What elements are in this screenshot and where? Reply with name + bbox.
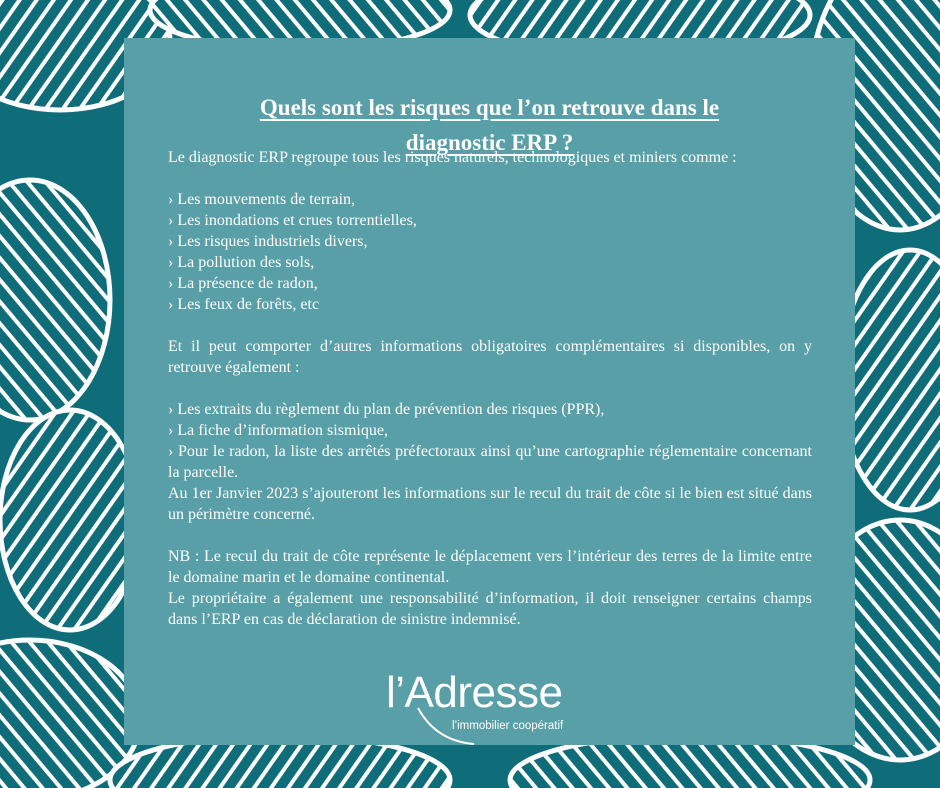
text-line: › La présence de radon, <box>168 275 318 292</box>
text-line: › Les inondations et crues torrentielles, <box>168 212 417 229</box>
text-line: › Les extraits du règlement du plan de prévention des risques (PPR), <box>168 401 605 418</box>
body-text <box>168 147 812 651</box>
paragraph <box>168 546 812 630</box>
text-line: › La fiche d’information sismique, <box>168 422 388 439</box>
paragraph <box>168 399 812 525</box>
text-line: Le diagnostic ERP regroupe tous les risques naturels, technologiques et miniers comme : <box>168 149 737 166</box>
title-line: Quels sont les risques que l’on retrouve dans le <box>259 95 720 120</box>
text-line: › Les risques industriels divers, <box>168 233 368 250</box>
paragraph <box>168 189 812 315</box>
logo-tagline: l’immobilier coopératif <box>452 720 564 732</box>
paragraph <box>168 147 812 168</box>
text-line: Le propriétaire a également une responsabilité d’information, il doit renseigner certains champs dans l’ERP en cas de déclaration de sinistre indemnisé. <box>168 590 812 628</box>
ladresse-logo <box>386 668 586 743</box>
text-line: › La pollution des sols, <box>168 254 315 271</box>
title-line: diagnostic ERP ? <box>405 130 574 155</box>
text-line: Au 1er Janvier 2023 s’ajouteront les informations sur le recul du trait de côte si le bien est situé dans un périmètre concerné. <box>168 485 812 523</box>
text-line: › Pour le radon, la liste des arrêtés préfectoraux ainsi qu’une cartographie réglementaire concernant la parcelle. <box>168 443 812 481</box>
text-line: › Les mouvements de terrain, <box>168 191 356 208</box>
text-line: Et il peut comporter d’autres informations obligatoires complémentaires si disponibles, on y retrouve également : <box>168 338 812 376</box>
paragraph <box>168 336 812 378</box>
content-panel <box>124 38 855 745</box>
logo-wordmark: l’Adresse <box>386 668 563 717</box>
text-line: › Les feux de forêts, etc <box>168 296 320 313</box>
text-line: NB : Le recul du trait de côte représente le déplacement vers l’intérieur des terres de la limite entre le domaine marin et le domaine continental. <box>168 548 812 586</box>
